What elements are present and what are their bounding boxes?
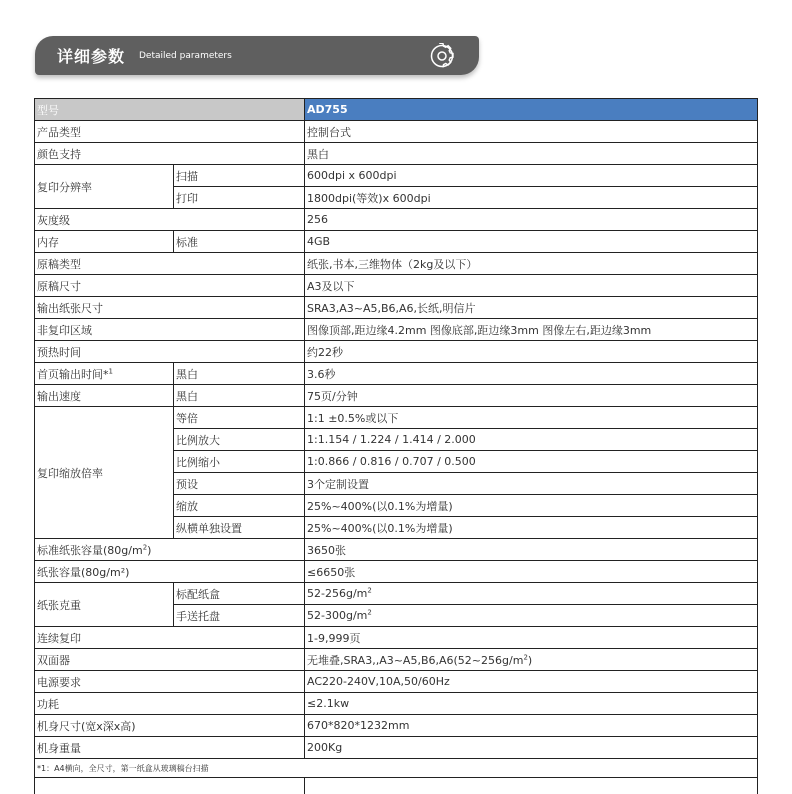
row-value: 670*820*1232mm bbox=[305, 715, 758, 737]
row-value: 1-9,999页 bbox=[305, 627, 758, 649]
row-value: 纸张,书本,三维物体（2kg及以下） bbox=[305, 253, 758, 275]
row-label: 机身尺寸(宽x深x高) bbox=[35, 715, 305, 737]
empty-cell bbox=[35, 778, 305, 794]
section-subtitle: Detailed parameters bbox=[139, 51, 232, 61]
table-row bbox=[35, 275, 758, 297]
row-value: 控制台式 bbox=[305, 121, 758, 143]
table-row bbox=[35, 99, 758, 121]
model-label: 型号 bbox=[35, 99, 305, 121]
row-sublabel: 黑白 bbox=[174, 385, 305, 407]
row-value: ≤6650张 bbox=[305, 561, 758, 583]
section-title: 详细参数 bbox=[57, 44, 125, 67]
table-row bbox=[35, 231, 758, 253]
row-label: 颜色支持 bbox=[35, 143, 305, 165]
row-sublabel: 预设 bbox=[174, 473, 305, 495]
row-value: 1800dpi(等效)x 600dpi bbox=[305, 187, 758, 209]
row-label: 复印缩放倍率 bbox=[35, 407, 174, 539]
table-row bbox=[35, 385, 758, 407]
row-label: 复印分辨率 bbox=[35, 165, 174, 209]
row-sublabel: 打印 bbox=[174, 187, 305, 209]
row-label: 功耗 bbox=[35, 693, 305, 715]
row-value: 1:0.866 / 0.816 / 0.707 / 0.500 bbox=[305, 451, 758, 473]
table-row bbox=[35, 209, 758, 231]
row-label: 电源要求 bbox=[35, 671, 305, 693]
weight-value: 52-256g/m bbox=[307, 587, 367, 600]
row-label: 产品类型 bbox=[35, 121, 305, 143]
table-row bbox=[35, 363, 758, 385]
first-copy-label: 首页输出时间* bbox=[37, 368, 109, 381]
row-value bbox=[305, 583, 758, 605]
row-label: 输出速度 bbox=[35, 385, 174, 407]
row-label: 灰度级 bbox=[35, 209, 305, 231]
table-row bbox=[35, 649, 758, 671]
table-row bbox=[35, 671, 758, 693]
row-value: 3650张 bbox=[305, 539, 758, 561]
row-sublabel: 黑白 bbox=[174, 363, 305, 385]
row-sublabel: 比例放大 bbox=[174, 429, 305, 451]
row-label: 原稿类型 bbox=[35, 253, 305, 275]
row-value: 黑白 bbox=[305, 143, 758, 165]
table-row bbox=[35, 693, 758, 715]
table-row bbox=[35, 715, 758, 737]
row-value: 约22秒 bbox=[305, 341, 758, 363]
row-sublabel: 等倍 bbox=[174, 407, 305, 429]
row-label: 原稿尺寸 bbox=[35, 275, 305, 297]
row-value: 600dpi x 600dpi bbox=[305, 165, 758, 187]
row-value: 75页/分钟 bbox=[305, 385, 758, 407]
table-row bbox=[35, 561, 758, 583]
gear-icon bbox=[429, 43, 455, 69]
row-label: 机身重量 bbox=[35, 737, 305, 759]
row-value: 25%~400%(以0.1%为增量) bbox=[305, 495, 758, 517]
row-label: 内存 bbox=[35, 231, 174, 253]
row-value: ≤2.1kw bbox=[305, 693, 758, 715]
row-value: 256 bbox=[305, 209, 758, 231]
row-sublabel: 标准 bbox=[174, 231, 305, 253]
model-value: AD755 bbox=[305, 99, 758, 121]
row-value: 1:1 ±0.5%或以下 bbox=[305, 407, 758, 429]
row-sublabel: 扫描 bbox=[174, 165, 305, 187]
footnote-marker: 1 bbox=[109, 367, 113, 375]
duplex-value-end: ) bbox=[528, 654, 532, 667]
empty-cell bbox=[305, 778, 758, 794]
row-sublabel: 标配纸盒 bbox=[174, 583, 305, 605]
table-row bbox=[35, 539, 758, 561]
row-value: AC220-240V,10A,50/60Hz bbox=[305, 671, 758, 693]
row-value: 25%~400%(以0.1%为增量) bbox=[305, 517, 758, 539]
superscript: 2 bbox=[367, 586, 371, 594]
row-sublabel: 纵横单独设置 bbox=[174, 517, 305, 539]
table-row bbox=[35, 583, 758, 605]
std-capacity-label-end: ) bbox=[147, 544, 151, 557]
duplex-value: 无堆叠,SRA3,,A3~A5,B6,A6(52~256g/m bbox=[307, 654, 523, 667]
row-label bbox=[35, 539, 305, 561]
row-value: 200Kg bbox=[305, 737, 758, 759]
table-row bbox=[35, 341, 758, 363]
table-row bbox=[35, 143, 758, 165]
table-row bbox=[35, 407, 758, 429]
table-row bbox=[35, 759, 758, 778]
row-value: 4GB bbox=[305, 231, 758, 253]
section-header bbox=[35, 36, 479, 75]
row-value: 1:1.154 / 1.224 / 1.414 / 2.000 bbox=[305, 429, 758, 451]
row-label: 输出纸张尺寸 bbox=[35, 297, 305, 319]
row-label: 预热时间 bbox=[35, 341, 305, 363]
table-row bbox=[35, 319, 758, 341]
table-row bbox=[35, 627, 758, 649]
row-value bbox=[305, 605, 758, 627]
row-value: 3个定制设置 bbox=[305, 473, 758, 495]
row-label: 非复印区域 bbox=[35, 319, 305, 341]
superscript: 2 bbox=[143, 543, 147, 551]
table-row bbox=[35, 165, 758, 187]
weight-value: 52-300g/m bbox=[307, 609, 367, 622]
row-sublabel: 比例缩小 bbox=[174, 451, 305, 473]
row-label bbox=[35, 363, 174, 385]
row-label: 纸张容量(80g/m²) bbox=[35, 561, 305, 583]
spec-table bbox=[34, 98, 758, 794]
superscript: 2 bbox=[523, 653, 527, 661]
superscript: 2 bbox=[367, 608, 371, 616]
std-capacity-label: 标准纸张容量(80g/m bbox=[37, 544, 143, 557]
table-row bbox=[35, 297, 758, 319]
row-sublabel: 缩放 bbox=[174, 495, 305, 517]
row-value: 3.6秒 bbox=[305, 363, 758, 385]
row-label: 纸张克重 bbox=[35, 583, 174, 627]
row-sublabel: 手送托盘 bbox=[174, 605, 305, 627]
row-label: 双面器 bbox=[35, 649, 305, 671]
row-value: 图像顶部,距边缘4.2mm 图像底部,距边缘3mm 图像左右,距边缘3mm bbox=[305, 319, 758, 341]
table-row bbox=[35, 121, 758, 143]
row-label: 连续复印 bbox=[35, 627, 305, 649]
row-value bbox=[305, 649, 758, 671]
table-row bbox=[35, 253, 758, 275]
table-row bbox=[35, 778, 758, 794]
table-row bbox=[35, 737, 758, 759]
footnote: *1：A4横向，全尺寸，第一纸盒从玻璃稿台扫描 bbox=[35, 759, 758, 778]
row-value: SRA3,A3~A5,B6,A6,长纸,明信片 bbox=[305, 297, 758, 319]
row-value: A3及以下 bbox=[305, 275, 758, 297]
